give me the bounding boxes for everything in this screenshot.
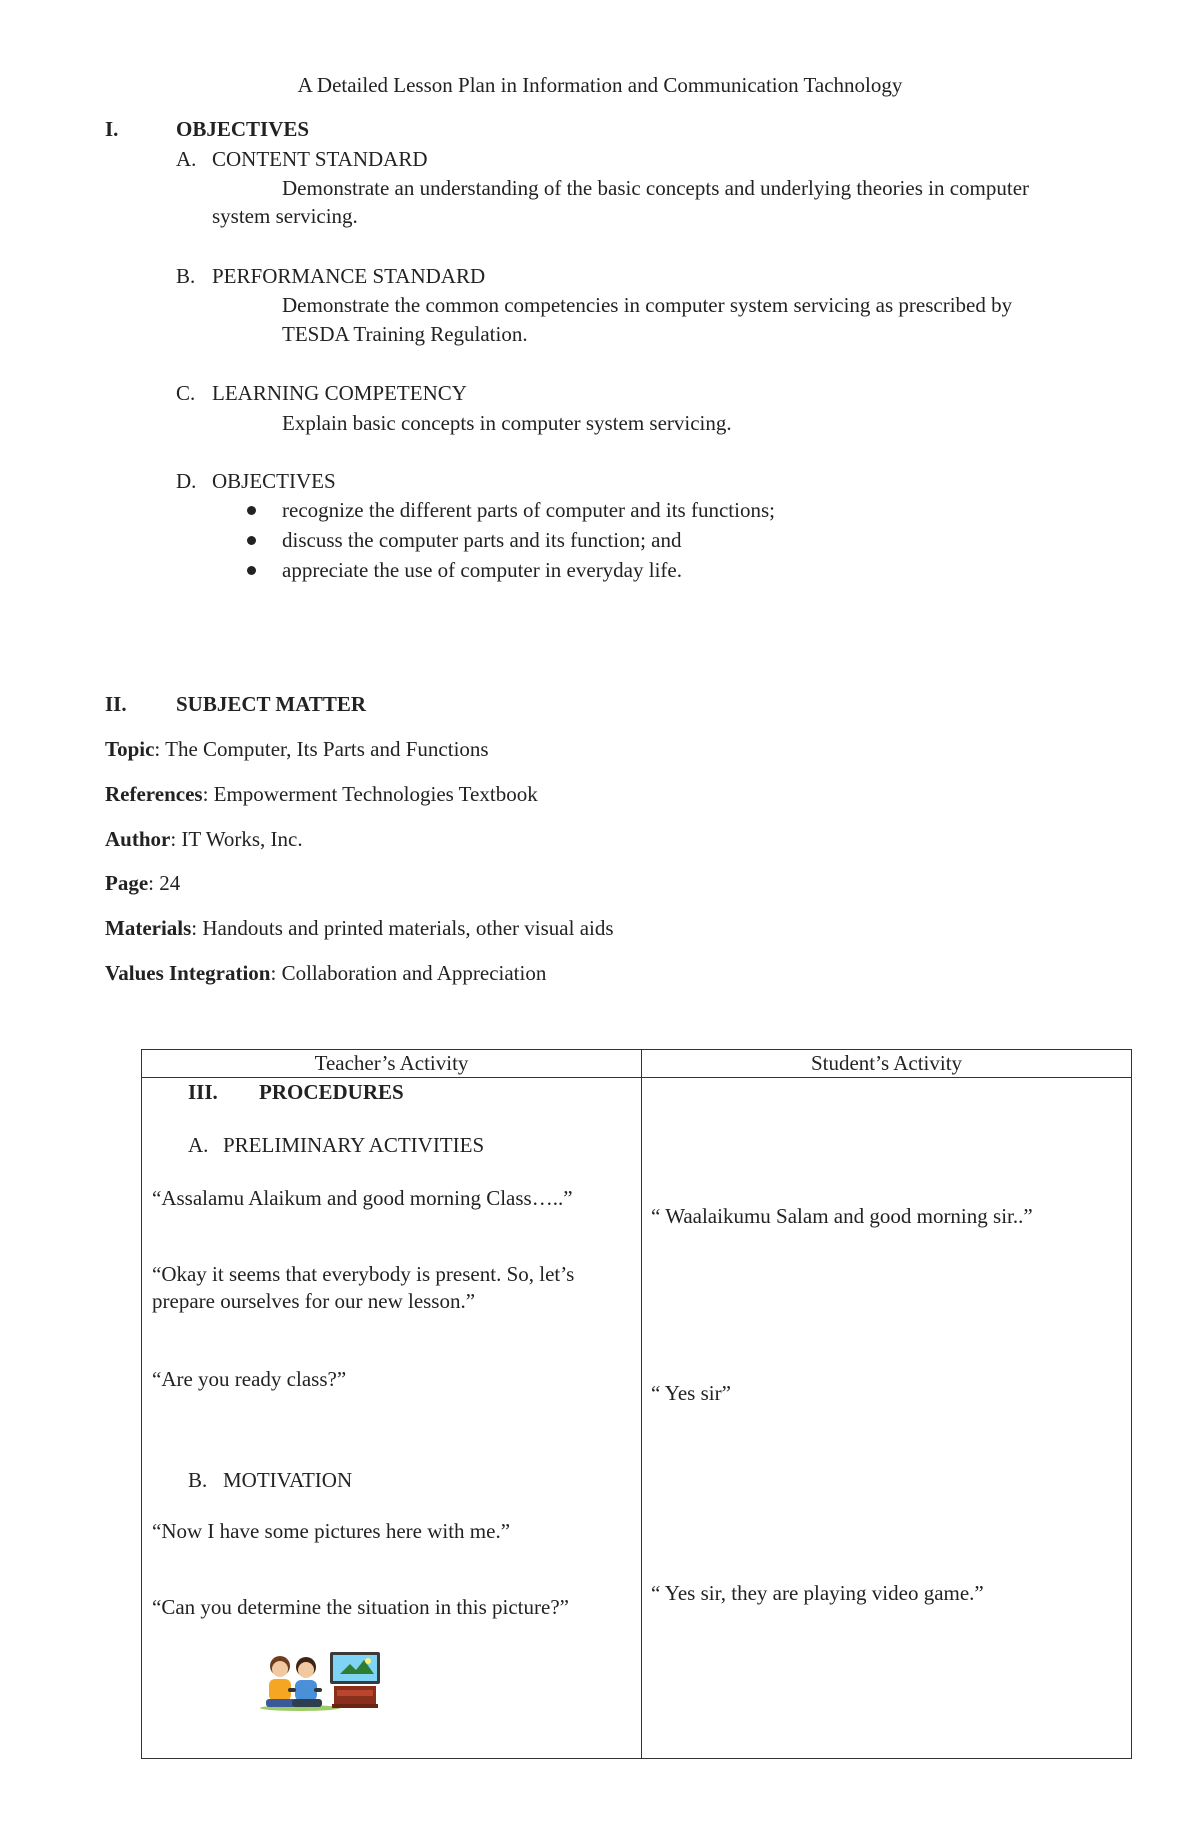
learning-competency-label: LEARNING COMPETENCY [212,381,467,405]
teacher-line: prepare ourselves for our new lesson.” [152,1289,476,1313]
bullet-dot [247,506,256,515]
objective-item: appreciate the use of computer in everyday life. [282,558,682,582]
field-label: Page [105,871,149,895]
procedures-numeral: III. [188,1080,218,1104]
subject-field-references [105,781,538,808]
content-standard-text-line1: Demonstrate an understanding of the basic concepts and underlying theories in computer [282,176,1030,200]
field-label: Materials [105,916,192,940]
teacher-line: “Okay it seems that everybody is present. So, let’s [152,1262,575,1286]
learning-competency-text: Explain basic concepts in computer system servicing. [282,411,732,435]
procedures-heading: PROCEDURES [259,1080,404,1104]
motivation-letter: B. [188,1468,208,1492]
field-label: Topic [105,737,155,761]
preliminary-letter: A. [188,1133,209,1157]
field-label: Author [105,827,171,851]
objective-item: recognize the different parts of computer and its functions; [282,498,775,522]
section-numeral-objectives: I. [105,117,119,141]
table-header-student: Student’s Activity [642,1050,1132,1078]
teacher-line: “Can you determine the situation in this picture?” [152,1595,569,1619]
section-numeral-subject-matter: II. [105,692,127,716]
field-value: : 24 [148,871,181,895]
motivation-label: MOTIVATION [223,1468,353,1492]
table-header-teacher: Teacher’s Activity [142,1050,642,1078]
teacher-line: “Are you ready class?” [152,1367,347,1391]
student-line: “ Yes sir, they are playing video game.” [651,1581,984,1605]
teacher-line: “Now I have some pictures here with me.” [152,1519,511,1543]
learning-competency-letter: C. [176,381,196,405]
field-label: References [105,782,203,806]
content-standard-text-line2: system servicing. [212,204,358,228]
performance-standard-text-line2: TESDA Training Regulation. [282,322,528,346]
objective-item: discuss the computer parts and its function; and [282,528,682,552]
teacher-activity-cell [142,1078,642,1759]
section-heading-subject-matter: SUBJECT MATTER [176,692,367,716]
section-heading-objectives: OBJECTIVES [176,117,310,141]
subject-field-author [105,826,303,853]
field-value: : Handouts and printed materials, other visual aids [191,916,614,940]
field-value: : Collaboration and Appreciation [270,961,547,985]
student-activity-cell [642,1078,1132,1759]
performance-standard-text-line1: Demonstrate the common competencies in computer system servicing as prescribed by [282,293,1013,317]
field-value: : The Computer, Its Parts and Functions [154,737,489,761]
teacher-line: “Assalamu Alaikum and good morning Class…..” [152,1186,573,1210]
performance-standard-label: PERFORMANCE STANDARD [212,264,486,288]
bullet-dot [247,536,256,545]
activity-table [141,1049,1132,1759]
subject-field-topic [105,736,489,763]
bullet-dot [247,566,256,575]
subject-field-page [105,870,180,897]
objectives-list-letter: D. [176,469,197,493]
content-standard-letter: A. [176,147,197,171]
performance-standard-letter: B. [176,264,196,288]
kids-playing-video-game-icon [260,1650,382,1712]
subject-field-values-integration [105,960,546,987]
field-value: : Empowerment Technologies Textbook [202,782,538,806]
student-line: “ Waalaikumu Salam and good morning sir..” [651,1204,1033,1228]
field-value: : IT Works, Inc. [170,827,303,851]
field-label: Values Integration [105,961,271,985]
student-line: “ Yes sir” [651,1381,731,1405]
document-title: A Detailed Lesson Plan in Information and Communication Tachnology [297,73,903,97]
objectives-list-label: OBJECTIVES [212,469,336,493]
content-standard-label: CONTENT STANDARD [212,147,428,171]
subject-field-materials [105,915,614,942]
preliminary-label: PRELIMINARY ACTIVITIES [223,1133,485,1157]
